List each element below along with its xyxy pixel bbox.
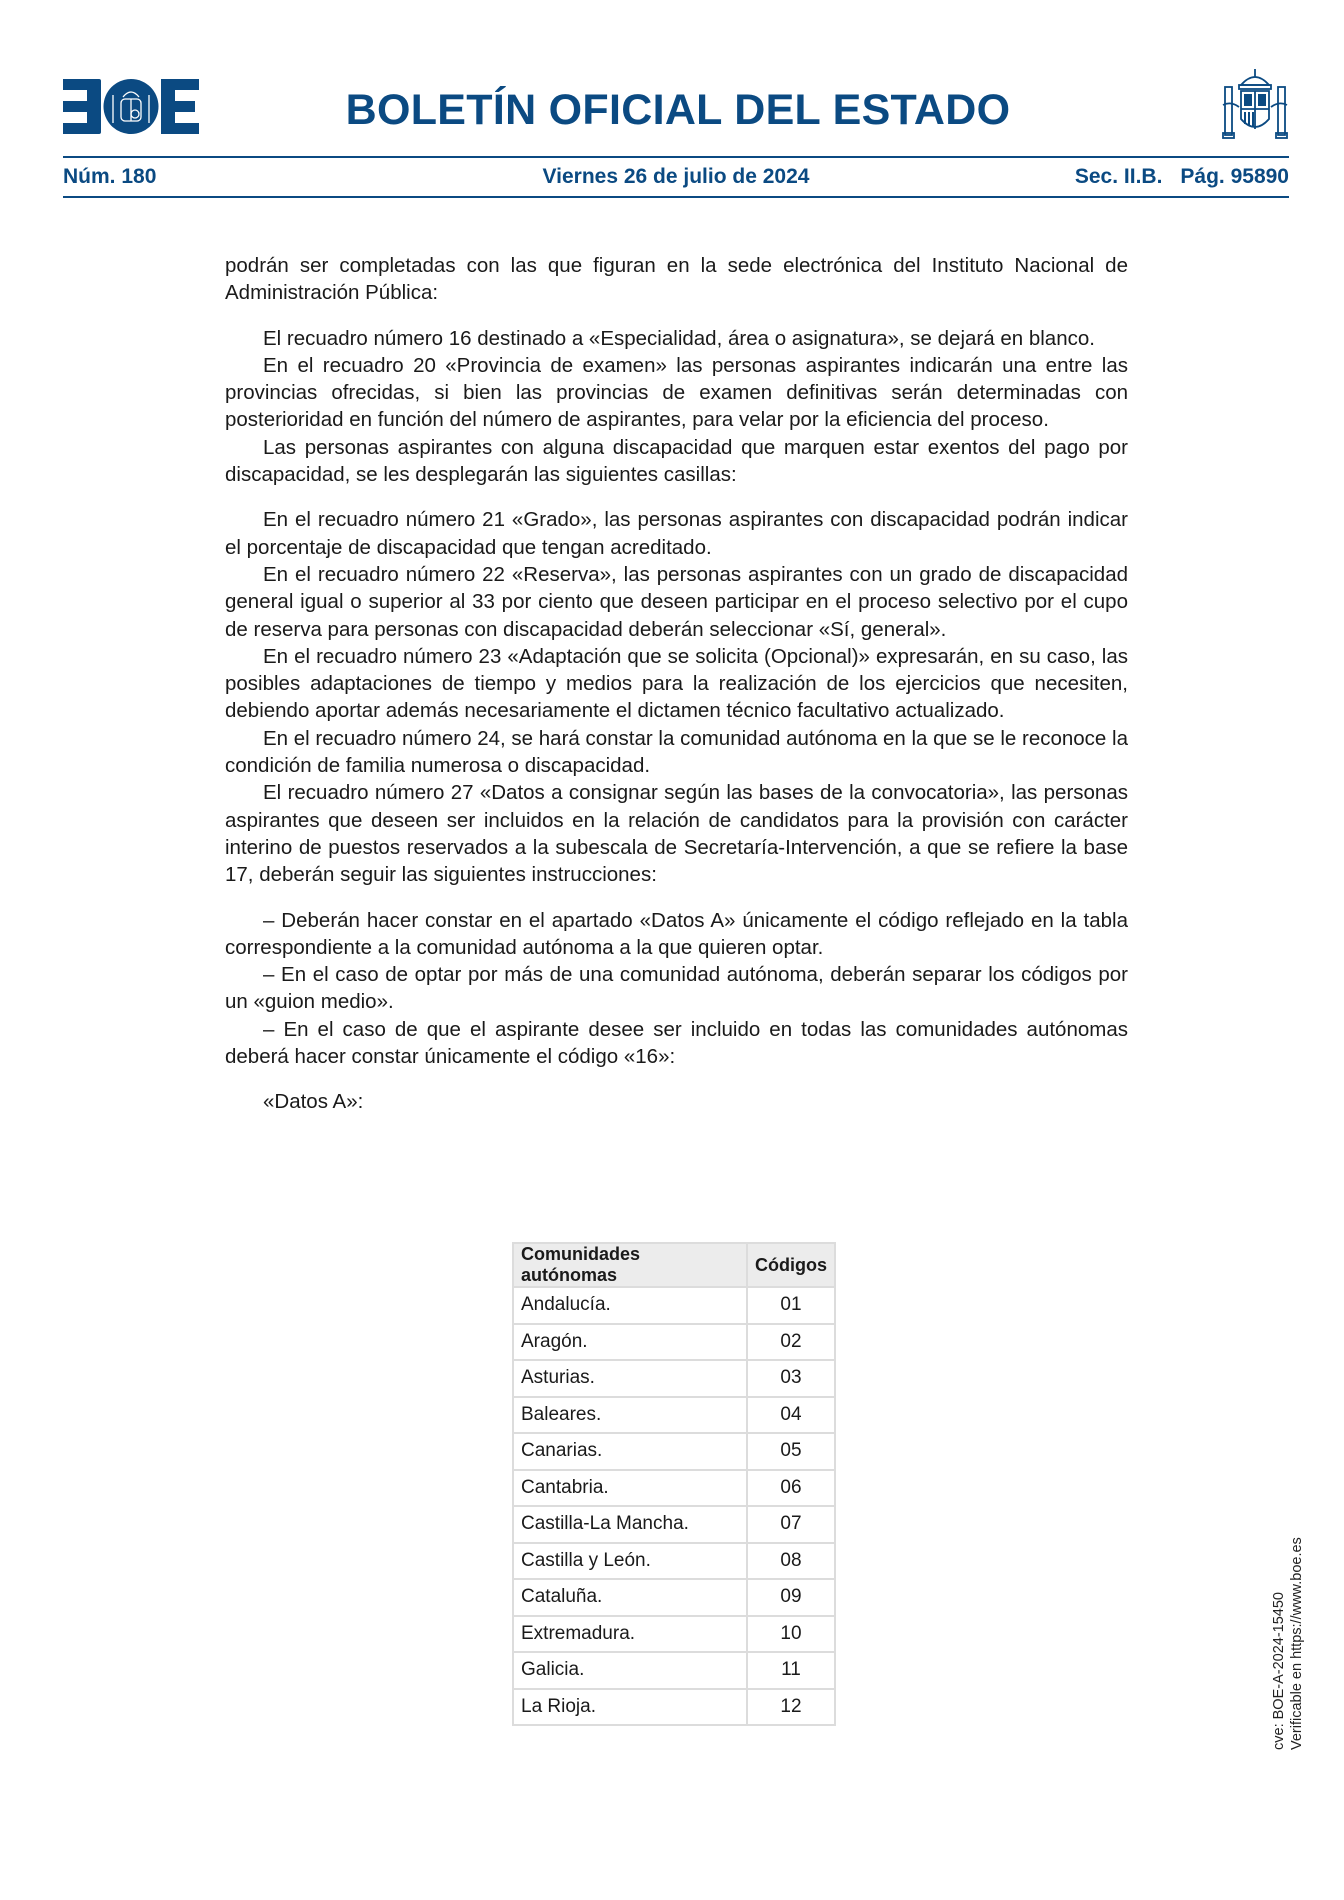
verification-note (1270, 1537, 1306, 1750)
table-header-row (513, 1243, 835, 1287)
table-row (513, 1287, 835, 1324)
boe-logo (63, 79, 199, 134)
community-cell: Baleares. (513, 1397, 747, 1434)
table-row (513, 1652, 835, 1689)
codes-table (512, 1242, 836, 1726)
table-row (513, 1324, 835, 1361)
list-item: – En el caso de que el aspirante desee ser incluido en todas las comunidades autónomas deberá hacer constar únicamente el código «16»: (225, 1017, 1128, 1069)
table-caption: «Datos A»: (263, 1090, 364, 1114)
community-cell: Castilla-La Mancha. (513, 1506, 747, 1543)
issue-date: Viernes 26 de julio de 2024 (542, 165, 810, 188)
paragraph: En el recuadro 20 «Provincia de examen» las personas aspirantes indicarán una entre las provincias ofrecidas, si bien las provincias de examen definitivas serán determinadas con posterioridad en función del número de aspirantes, para velar por la eficiencia del proceso. (225, 353, 1128, 432)
community-cell: Cantabria. (513, 1470, 747, 1507)
table-row (513, 1689, 835, 1726)
column-header-code: Códigos (747, 1243, 835, 1287)
table-row (513, 1397, 835, 1434)
page-number: Pág. 95890 (1180, 165, 1289, 188)
paragraph: El recuadro número 27 «Datos a consignar según las bases de la convocatoria», las personas aspirantes que deseen ser incluidos en la relación de candidatos para la provisión con carácter interino de puestos reservados a la subescala de Secretaría-Intervención, a que se refiere la base 17, deberán seguir las siguientes instrucciones: (225, 781, 1128, 887)
community-cell: Castilla y León. (513, 1543, 747, 1580)
code-cell: 12 (747, 1689, 835, 1726)
community-cell: Canarias. (513, 1433, 747, 1470)
header-bottom-rule (63, 196, 1289, 198)
cve-code: cve: BOE-A-2024-15450 (1271, 1592, 1287, 1750)
code-cell: 01 (747, 1287, 835, 1324)
paragraph: En el recuadro número 21 «Grado», las personas aspirantes con discapacidad podrán indicar el porcentaje de discapacidad que tengan acreditado. (225, 508, 1128, 559)
paragraph: podrán ser completadas con las que figuran en la sede electrónica del Instituto Nacional de Administración Pública: (225, 254, 1128, 305)
document-body (225, 252, 1128, 1116)
section-label: Sec. II.B. (1074, 165, 1163, 188)
community-cell: Asturias. (513, 1360, 747, 1397)
code-cell: 11 (747, 1652, 835, 1689)
code-cell: 05 (747, 1433, 835, 1470)
issue-info-bar (63, 165, 1289, 193)
paragraph: En el recuadro número 24, se hará constar la comunidad autónoma en la que se le reconoce la condición de familia numerosa o discapacidad. (225, 726, 1128, 778)
header-top-rule (63, 156, 1289, 158)
table-row (513, 1506, 835, 1543)
code-cell: 09 (747, 1579, 835, 1616)
paragraph: En el recuadro número 23 «Adaptación que se solicita (Opcional)» expresarán, en su caso, las posibles adaptaciones de tiempo y medios para la realización de los ejercicios que necesiten, debiendo aportar además necesariamente el dictamen técnico facultativo actualizado. (225, 644, 1128, 723)
paragraph: En el recuadro número 22 «Reserva», las personas aspirantes con un grado de discapacidad general igual o superior al 33 por ciento que deseen participar en el proceso selectivo por el cupo de reserva para personas con discapacidad deberán seleccionar «Sí, general». (225, 562, 1128, 641)
issue-number: Núm. 180 (63, 165, 157, 188)
community-cell: Aragón. (513, 1324, 747, 1361)
paragraph: El recuadro número 16 destinado a «Especialidad, área o asignatura», se dejará en blanco. (263, 326, 1095, 350)
community-cell: Andalucía. (513, 1287, 747, 1324)
code-cell: 03 (747, 1360, 835, 1397)
code-cell: 02 (747, 1324, 835, 1361)
publication-title: BOLETÍN OFICIAL DEL ESTADO (345, 86, 1011, 134)
column-header-community: Comunidades autónomas (513, 1243, 747, 1287)
coat-of-arms-icon (1221, 67, 1289, 141)
table-row (513, 1579, 835, 1616)
code-cell: 04 (747, 1397, 835, 1434)
code-cell: 08 (747, 1543, 835, 1580)
table-row (513, 1433, 835, 1470)
code-cell: 07 (747, 1506, 835, 1543)
code-cell: 06 (747, 1470, 835, 1507)
list-item: – Deberán hacer constar en el apartado «Datos A» únicamente el código reflejado en la tabla correspondiente a la comunidad autónoma a la que quieren optar. (225, 908, 1128, 959)
table-row (513, 1543, 835, 1580)
community-cell: La Rioja. (513, 1689, 747, 1726)
paragraph: Las personas aspirantes con alguna discapacidad que marquen estar exentos del pago por discapacidad, se les desplegarán las siguientes casillas: (225, 435, 1128, 487)
verification-link[interactable]: Verificable en https://www.boe.es (1289, 1537, 1305, 1750)
table-row (513, 1616, 835, 1653)
table-row (513, 1470, 835, 1507)
list-item: – En el caso de optar por más de una comunidad autónoma, deberán separar los códigos por un «guion medio». (225, 963, 1128, 1014)
table-row (513, 1360, 835, 1397)
community-cell: Cataluña. (513, 1579, 747, 1616)
community-cell: Galicia. (513, 1652, 747, 1689)
code-cell: 10 (747, 1616, 835, 1653)
community-cell: Extremadura. (513, 1616, 747, 1653)
